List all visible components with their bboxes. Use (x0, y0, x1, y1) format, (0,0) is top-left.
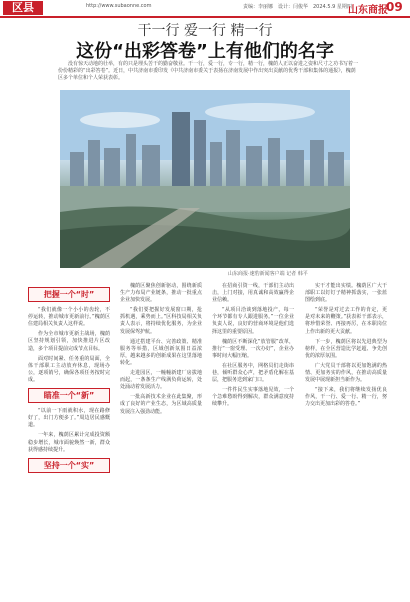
paragraph: 一年来，槐荫区累计完成投资额稳步增长，城市面貌焕然一新，群众获得感持续提升。 (28, 432, 110, 453)
paragraph: 在招商引资一线，干部们主动出击，上门对接，用真诚和高效赢得企业信赖。 (212, 283, 294, 304)
article-kicker: 干一行 爱一行 精一行 (137, 23, 273, 39)
paragraph: “接下来，我们将继续发扬优良作风，干一行、爱一行、精一行，努力交出更加出彩的答卷。” (305, 387, 387, 408)
paragraph: 走进园区，一幢幢新建厂房拔地而起，一条条生产线满负荷运转，处处涌动着发展活力。 (120, 370, 202, 391)
paragraph: 下一步，槐荫区将以先进典型为榜样，在全区营造比学赶超、争先创优的浓厚氛围。 (305, 338, 387, 359)
editor-date-info: 责编：李丽娜 设计：闫俊华 2024.5.9 星期四 (243, 4, 352, 10)
paragraph: 通过搭建平台、完善政策、精准服务等举措，区域创新氛围日益浓厚，越来越多的创新成果在这里落地转化。 (120, 338, 202, 366)
paragraph: 在社区服务中，网格员们走街串巷，倾听群众心声，把矛盾化解在基层，把服务送到家门口。 (212, 362, 294, 384)
paragraph: 面对时间紧、任务重的局面，全体干部职工主动放弃休息，现场办公，逐项销号，确保各项任务按时完成。 (28, 355, 110, 383)
article-column-2 (120, 283, 202, 419)
site-url[interactable]: http://www.subaonne.com (86, 3, 152, 9)
article-column-4 (305, 283, 387, 412)
subhead-1: 把握一个“时” (28, 287, 110, 302)
photo-credit: 山东商报·速豹新闻客户端 记者 韩平 (228, 271, 308, 277)
paragraph: 一批高新技术企业在此集聚，形成了良好的产业生态，为区域高质量发展注入强劲动能。 (120, 394, 202, 415)
article-lead: 没有惊天动地的壮举，有的只是埋头苦干的勤奋敬业。干一行，爱一行，专一行，精一行，槐荫人正以奋进之姿和尺寸之功书写着一份份精彩的“出彩答卷”。近日，中共济南市委印发《中共济南市委关于表扬在济南发展中作出突出贡献的优秀干部和集体的通报》，槐荫区多个单位和个人荣获表彰。 (58, 61, 359, 82)
subhead-2: 瞄准一个“新” (28, 388, 110, 403)
paragraph: 槐荫区不断深化“放管服”改革，推行“一窗受理、一次办好”，企业办事时间大幅压缩。 (212, 338, 294, 359)
city-skyline-illustration (60, 90, 350, 268)
subhead-3: 坚持一个“实” (28, 458, 110, 473)
section-tag: 区县 (3, 1, 43, 15)
paragraph: “我们要把握好发展窗口期，抢抓机遇，乘势而上。”区科技局相关负责人表示，将持续优化服务，为企业发展保驾护航。 (120, 307, 202, 335)
paragraph: 槐荫区聚焦创新驱动，围绕新质生产力布局产业链条，推动一批重点企业加快发展。 (120, 283, 202, 304)
paper-name: 山东商报 (348, 5, 388, 16)
article-headline: 这份“出彩答卷”上有他们的名字 (76, 41, 334, 62)
article-column-3 (212, 283, 294, 412)
paragraph: “我们就像一个小小的齿轮，不停运转，推动城市更新前行。”槐荫区住建局相关负责人这样说。 (28, 307, 110, 328)
paragraph: 实干才能出实绩。槐荫区广大干部职工以钉钉子精神抓落实，一张蓝图绘到底。 (305, 283, 387, 304)
paragraph: “以前一下雨就积水，现在路修好了，出门方便多了。”周边居民感慨道。 (28, 408, 110, 429)
hero-photo (60, 90, 350, 268)
paragraph: 作为全市城市更新主战场，槐荫区坚持规划引领，加快推进片区改造，多个项目提前完成节点目标。 (28, 331, 110, 352)
paragraph: “从项目洽谈到落地投产，每一个环节都有专人跟进服务。”一位企业负责人说，良好的营商环境是他们选择这里的重要原因。 (212, 307, 294, 335)
paragraph: “荣誉是对过去工作的肯定，更是对未来的鞭策。”获表彰干部表示，将珍惜荣誉、再接再厉，在本职岗位上作出新的更大贡献。 (305, 307, 387, 335)
paragraph: 一件件民生实事落地见效，一个个急难愁盼得到解决，群众满意度持续攀升。 (212, 387, 294, 408)
page-number: 09 (386, 0, 403, 14)
page-masthead (0, 0, 410, 18)
article-column-1 (28, 283, 110, 478)
paragraph: 广大党员干部将以更加饱满的热情、更加务实的作风，在推动高质量发展中展现新担当新作为。 (305, 362, 387, 384)
